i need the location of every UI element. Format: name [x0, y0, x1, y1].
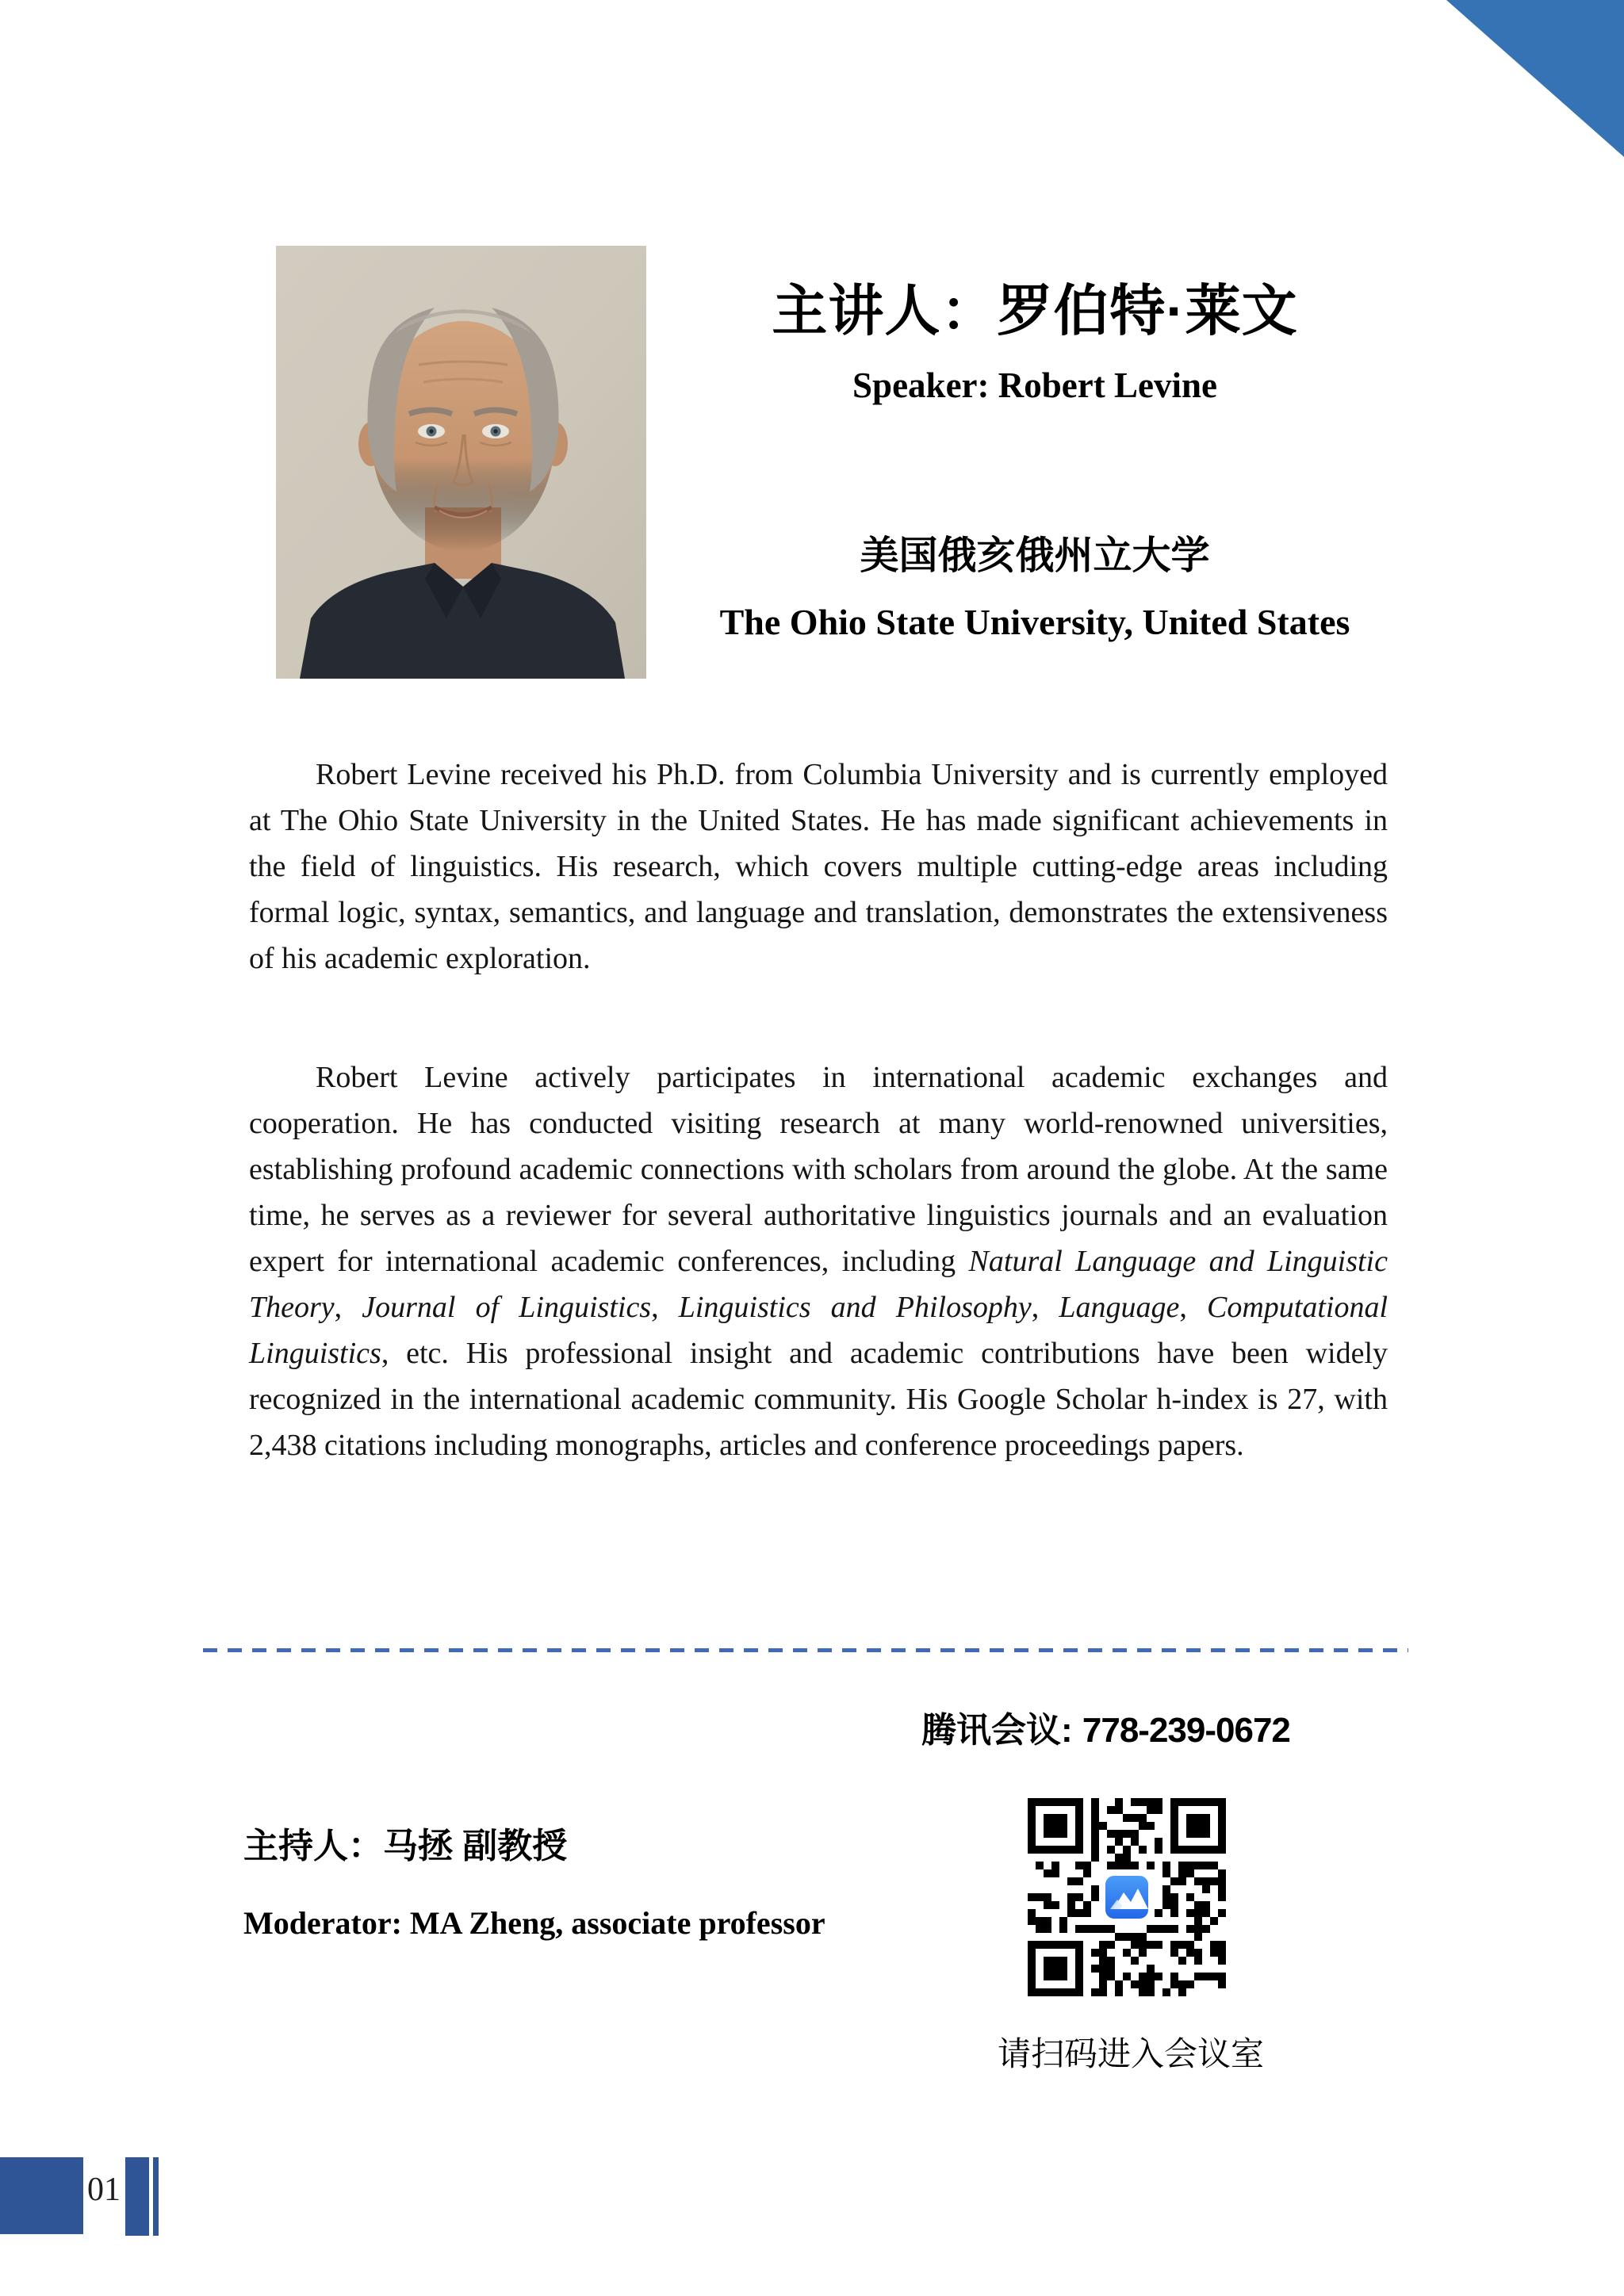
portrait-illustration [276, 246, 646, 679]
moderator-line-en: Moderator: MA Zheng, associate professor [243, 1905, 825, 1941]
meeting-info [921, 1701, 1290, 1752]
meeting-label: 腾讯会议: [921, 1711, 1082, 1750]
tencent-meeting-logo [1104, 1874, 1150, 1920]
meeting-number: 778-239-0672 [1082, 1711, 1290, 1750]
affiliation-cn: 美国俄亥俄州立大学 [860, 534, 1210, 577]
host-line-cn: 主持人：马拯 副教授 [243, 1827, 568, 1866]
footer-bar-thin [153, 2157, 159, 2236]
footer-bar-thick [125, 2157, 149, 2236]
qr-code [1028, 1798, 1226, 1996]
speaker-name-en: Speaker: Robert Levine [852, 365, 1217, 405]
corner-triangle-decoration [1446, 0, 1624, 157]
bio-paragraph-1: Robert Levine received his Ph.D. from Columbia University and is currently employed at The Ohio State University in the United States. He has made significant achievements in the field of linguistics. His research, which covers multiple cutting-edge areas including formal logic, syntax, semantics, and language and translation, demonstrates the extensiveness of his academic exploration. [249, 758, 1388, 975]
dashed-divider [203, 1648, 1408, 1652]
affiliation-en: The Ohio State University, United States [719, 602, 1350, 642]
qr-code-graphic [1028, 1798, 1226, 1996]
page-number: 01 [87, 2172, 121, 2208]
qr-caption: 请扫码进入会议室 [998, 2037, 1265, 2073]
bio-paragraph-2: Robert Levine actively participates in international academic exchanges and cooperation. He has conducted visiting research at many world-renowned universities, establishing profound academic connections with scholars from around the globe. At the same time, he serves as a reviewer for several authoritative linguistics journals and an evaluation expert for international academic conferences, including Natural Language and Linguistic Theory, Journal of Linguistics, Linguistics and Philosophy, Language, Computational Linguistics, etc. His professional insight and academic contributions have been widely recognized in the international academic community. His Google Scholar h-index is 27, with 2,438 citations including monographs, articles and conference proceedings papers. [249, 1061, 1388, 1462]
speaker-photo [276, 246, 646, 679]
biography-section [249, 752, 1388, 1541]
footer-block [0, 2157, 83, 2234]
page-title-cn: 主讲人：罗伯特·莱文 [772, 280, 1298, 342]
